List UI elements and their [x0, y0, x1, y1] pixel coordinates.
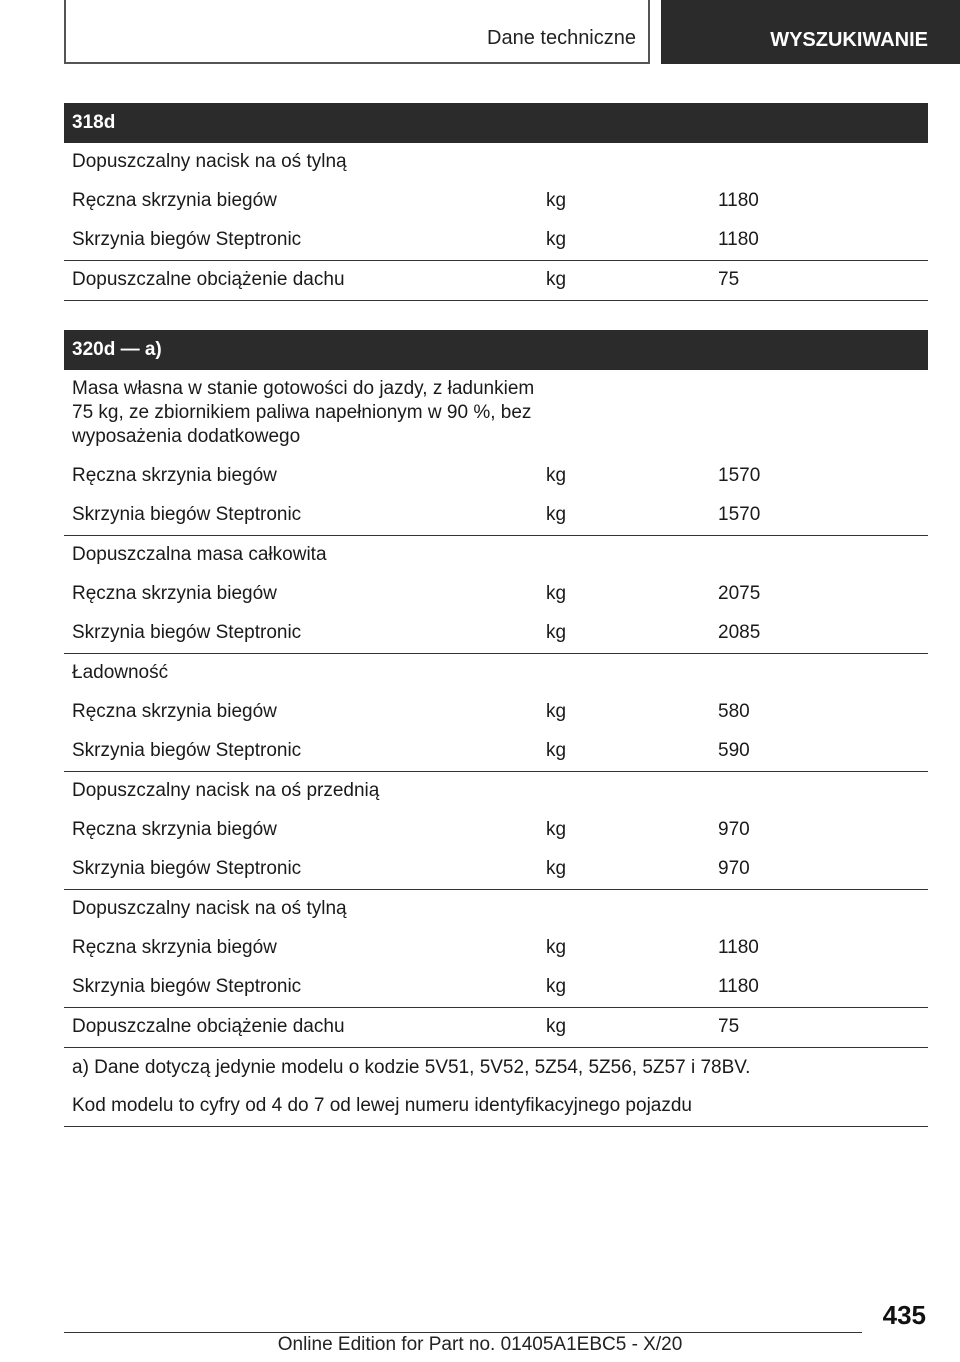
row-label: Ręczna skrzynia biegów	[72, 701, 277, 722]
row-label: Dopuszczalny nacisk na oś tylną	[72, 898, 347, 919]
edition-footer	[0, 1334, 960, 1356]
row-label: Skrzynia biegów Steptronic	[72, 622, 302, 643]
search-label: WYSZUKIWANIE	[770, 29, 928, 51]
table-row	[64, 693, 928, 732]
table-row	[64, 732, 928, 772]
table-row	[64, 536, 928, 575]
row-value	[710, 897, 928, 921]
table-row	[64, 221, 928, 261]
footnote-line: Kod modelu to cyfry od 4 do 7 od lewej numeru identyfikacyjnego pojazdu	[72, 1095, 692, 1116]
row-value: 1570	[718, 504, 761, 525]
row-value: 2075	[718, 583, 761, 604]
table-row	[64, 575, 928, 614]
row-label: Dopuszczalne obciążenie dachu	[72, 269, 345, 290]
tab-dane-techniczne[interactable]	[64, 0, 650, 64]
tab-label: Dane techniczne	[487, 27, 636, 49]
footer-divider	[64, 1332, 862, 1333]
table-row	[64, 261, 928, 301]
table-row	[64, 370, 928, 457]
table-row	[64, 457, 928, 496]
row-unit: kg	[546, 858, 567, 879]
row-label: Ręczna skrzynia biegów	[72, 465, 277, 486]
row-value: 970	[718, 858, 750, 879]
row-unit	[538, 661, 710, 685]
row-unit	[538, 150, 710, 174]
row-unit: kg	[546, 190, 567, 211]
row-label: Masa własna w stanie gotowości do jazdy, z ładunkiem 75 kg, ze zbiornikiem paliwa napełnionym w 90 %, bez wyposażenia dodatkowego	[72, 378, 535, 447]
row-unit: kg	[546, 504, 567, 525]
row-value: 580	[718, 701, 750, 722]
table-row	[64, 929, 928, 968]
row-unit	[538, 897, 710, 921]
spec-table-320d	[64, 330, 928, 1127]
row-value	[710, 377, 928, 449]
row-label: Dopuszczalne obciążenie dachu	[72, 1016, 345, 1037]
table-row	[64, 811, 928, 850]
edition-text: Online Edition for Part no. 01405A1EBC5 - X/20	[277, 1334, 683, 1355]
row-label: Skrzynia biegów Steptronic	[72, 858, 302, 879]
row-value: 1180	[718, 937, 759, 958]
row-value: 970	[718, 819, 750, 840]
table-title: 320d — a)	[64, 330, 928, 370]
row-label: Dopuszczalny nacisk na oś tylną	[72, 151, 347, 172]
row-label: Skrzynia biegów Steptronic	[72, 229, 302, 250]
table-row	[64, 143, 928, 182]
row-unit: kg	[546, 740, 567, 761]
table-row	[64, 968, 928, 1008]
table-row	[64, 654, 928, 693]
row-unit: kg	[546, 819, 567, 840]
table-row	[64, 496, 928, 536]
row-unit: kg	[546, 622, 567, 643]
row-value: 1180	[718, 976, 759, 997]
row-unit	[538, 779, 710, 803]
row-label: Dopuszczalna masa całkowita	[72, 544, 327, 565]
table-row	[64, 182, 928, 221]
row-unit: kg	[546, 583, 567, 604]
table-row	[64, 850, 928, 890]
row-value: 1180	[718, 190, 759, 211]
row-unit: kg	[546, 701, 567, 722]
table-row	[64, 890, 928, 929]
row-value	[710, 661, 928, 685]
row-label: Ładowność	[72, 662, 169, 683]
row-unit	[538, 543, 710, 567]
row-value	[710, 543, 928, 567]
row-unit	[538, 377, 710, 449]
row-value: 75	[718, 269, 740, 290]
row-unit: kg	[546, 976, 567, 997]
spec-table-318d	[64, 103, 928, 301]
row-label: Ręczna skrzynia biegów	[72, 819, 277, 840]
row-value	[710, 779, 928, 803]
row-unit: kg	[546, 229, 567, 250]
row-label: Ręczna skrzynia biegów	[72, 190, 277, 211]
row-value: 2085	[718, 622, 761, 643]
row-value: 75	[718, 1016, 740, 1037]
row-label: Skrzynia biegów Steptronic	[72, 976, 302, 997]
row-value: 1570	[718, 465, 761, 486]
row-unit: kg	[546, 937, 567, 958]
row-value	[710, 150, 928, 174]
row-unit: kg	[546, 269, 567, 290]
table-row	[64, 614, 928, 654]
footnote-line: a) Dane dotyczą jedynie modelu o kodzie 5V51, 5V52, 5Z54, 5Z56, 5Z57 i 78BV.	[72, 1057, 751, 1078]
table-row	[64, 772, 928, 811]
row-unit: kg	[546, 1016, 567, 1037]
page-number: 435	[882, 1300, 926, 1330]
row-value: 590	[718, 740, 750, 761]
row-label: Ręczna skrzynia biegów	[72, 937, 277, 958]
row-label: Skrzynia biegów Steptronic	[72, 504, 302, 525]
table-row	[64, 1008, 928, 1048]
row-label: Dopuszczalny nacisk na oś przednią	[72, 780, 380, 801]
table-footnote	[64, 1048, 928, 1127]
row-unit: kg	[546, 465, 567, 486]
search-button[interactable]	[661, 0, 960, 64]
table-title: 318d	[64, 103, 928, 143]
row-label: Skrzynia biegów Steptronic	[72, 740, 302, 761]
row-label: Ręczna skrzynia biegów	[72, 583, 277, 604]
row-value: 1180	[718, 229, 759, 250]
